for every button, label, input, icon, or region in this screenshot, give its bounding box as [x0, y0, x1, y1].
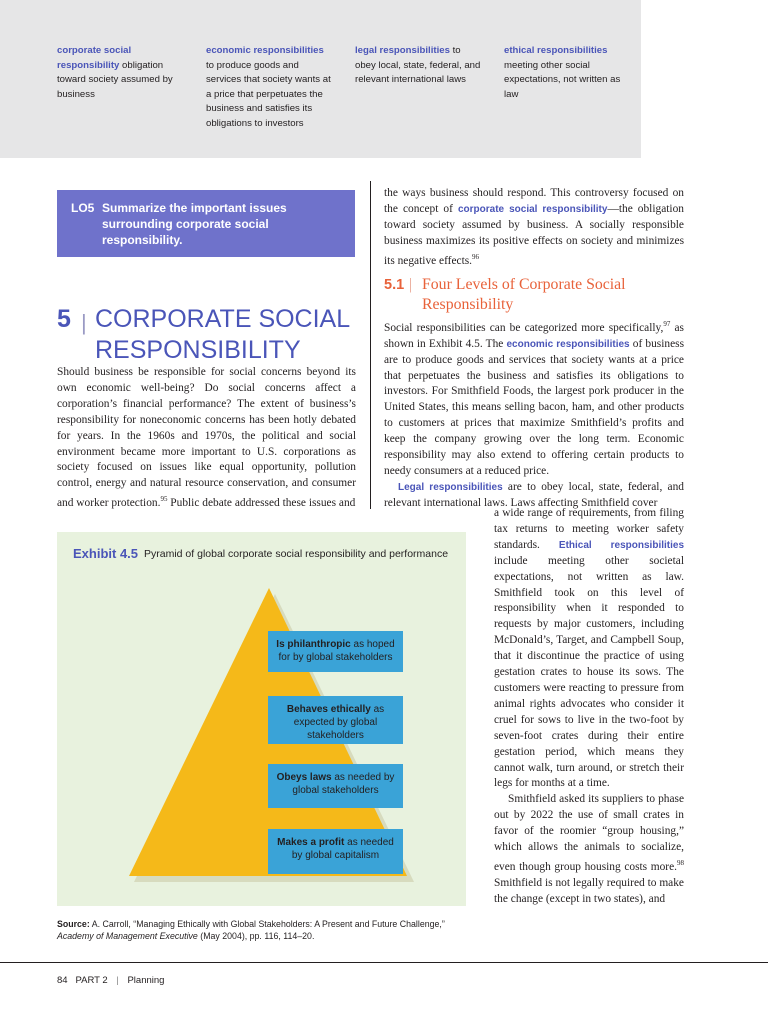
section-number: 5: [57, 305, 71, 333]
glossary-term: economic responsibilities: [206, 45, 324, 56]
glossary-entry: [355, 44, 483, 88]
paragraph-text: Smithfield is not legally required to make the change (except in two states), and: [494, 876, 684, 905]
key-term: economic responsibilities: [506, 338, 630, 350]
paragraph-text: of business are to produce goods and services that society wants at a price that perpetuates the business and satisfies its obligations to investors. For Smithfield Foods, the largest pork producer in the United States, this means selling bacon, ham, and other products to customers at prices that maximize Smithfield’s profits and keep the company growing over the long term. Economic responsibility may also extend to offering certain products to needy consumers at a reduced price.: [384, 337, 684, 477]
paragraph-text: the ways business should respond. This controversy focused on the concept of: [384, 187, 684, 215]
glossary-band: [0, 0, 641, 158]
glossary-definition: to produce goods and services that society wants at a price that perpetuates the business and satisfies its obligations to investors: [206, 59, 331, 129]
footnote-ref: 98: [677, 858, 684, 867]
tier-label: Obeys laws: [276, 772, 332, 783]
page-number: 84: [57, 975, 68, 986]
section-title: CORPORATE SOCIAL RESPONSIBILITY: [95, 305, 350, 364]
glossary-definition: meeting other social expectations, not written as law: [504, 59, 621, 100]
footer-divider: |: [116, 975, 119, 986]
glossary-entry: [57, 44, 175, 102]
paragraph-text: Smithfield asked its suppliers to phase out by 2022 the use of small crates in favor of the roomier “group housing,” which allows the animals to socialize, even though group housing costs more.: [494, 793, 684, 873]
paragraph-text: include meeting other societal expectations, not written as law. Smithfield took on this level of responsibility when it responded to requests by major customers, including McDonald’s, Target, and Campbell Soup, that it discontinue the practice of using gestation crates to house its sows. The customers were reacting to pressure from animal rights advocates who consider it cruel for sows to live in the two-foot by seven-foot crates during their entire gestation period, which means they cannot walk, turn around, or stretch their legs for months at a time.: [494, 554, 684, 790]
paragraph: [384, 317, 684, 480]
pyramid-tier-economic: [268, 829, 403, 874]
paragraph-text: as shown in Exhibit 4.5. The: [384, 321, 684, 350]
paragraph-text: —the obligation toward society assumed by business. A socially responsible business maximizes its positive effects on society and minimizes its negative effects.: [384, 202, 684, 267]
source-text: (May 2004), pp. 116, 114–20.: [197, 931, 315, 941]
paragraph-text: Public debate addressed these issues and: [167, 497, 356, 510]
glossary-term: corporate social responsibility: [57, 45, 132, 71]
objective-text: Summarize the important issues surrounding corporate social responsibility.: [102, 201, 287, 247]
column-divider: [370, 181, 371, 509]
left-paragraph: [57, 365, 356, 512]
pyramid-tier-legal: [268, 764, 403, 808]
source-journal: Academy of Management Executive: [57, 931, 198, 941]
glossary-definition: to obey local, state, federal, and relevant international laws: [355, 45, 481, 85]
tier-text: as needed by global capitalism: [291, 837, 394, 861]
source-text: A. Carroll, “Managing Ethically with Global Stakeholders: A Present and Future Challenge,”: [89, 919, 445, 929]
tier-label: Behaves ethically: [286, 704, 371, 715]
footnote-ref: 96: [472, 252, 480, 261]
key-term: corporate social responsibility: [457, 203, 608, 215]
exhibit-label: Exhibit 4.5: [73, 546, 139, 561]
tier-text: as hoped for by global stakeholders: [278, 639, 395, 663]
paragraph-text: Should business be responsible for social concerns beyond its own economic well-being? Do social concerns affect a corporation’s financial performance? The extent of business’s responsibility for noneconomic concerns has been hotly debated for years. In the 1960s and 1970s, the political and social environment became more important to U.S. corporations as society focused on issues like equal opportunity, pollution control, energy and natural resource conservation, and consumer and worker protection.: [57, 366, 356, 510]
glossary-definition: obligation toward society assumed by business: [57, 59, 173, 100]
footnote-ref: 97: [663, 320, 671, 328]
subsection-divider: |: [409, 276, 413, 293]
tier-label: Makes a profit: [277, 837, 345, 848]
right-main-text: [384, 317, 684, 512]
glossary-entry: [504, 44, 630, 102]
paragraph-text: Social responsibilities can be categorized more specifically,: [384, 321, 664, 334]
tier-text: as needed by global stakeholders: [292, 772, 395, 796]
glossary-entry: [206, 44, 332, 131]
exhibit-source: [57, 918, 457, 942]
learning-objective-box: [57, 190, 355, 257]
tier-text: as expected by global stakeholders: [293, 704, 385, 741]
right-top-paragraph: [384, 186, 684, 269]
part-section: Planning: [127, 975, 165, 986]
paragraph: [494, 792, 684, 907]
glossary-term: legal responsibilities: [355, 45, 450, 56]
exhibit-panel: [57, 532, 466, 906]
key-term: Legal responsibilities: [398, 481, 503, 493]
section-divider: |: [81, 310, 87, 335]
paragraph-text: a wide range of requirements, from filing tax returns to meeting worker safety standards.: [494, 507, 684, 551]
key-term: Ethical responsibilities: [558, 539, 685, 551]
objective-code: LO5: [71, 201, 95, 215]
pyramid-graphic: [57, 532, 466, 906]
paragraph-text: are to obey local, state, federal, and relevant international laws. Laws affecting Smithfield cover: [384, 480, 684, 509]
page-footer: [57, 975, 164, 986]
pyramid-tier-philanthropic: [268, 631, 403, 672]
pyramid-tier-ethical: [268, 696, 403, 744]
subsection-title: Four Levels of Corporate Social Responsibility: [422, 276, 626, 313]
exhibit-caption: Pyramid of global corporate social responsibility and performance: [144, 548, 449, 560]
subsection-number: 5.1: [384, 277, 405, 293]
right-narrow-text: [494, 506, 684, 907]
paragraph: [494, 506, 684, 792]
tier-label: Is philanthropic: [276, 639, 351, 650]
footnote-ref: 95: [160, 495, 168, 504]
glossary-term: ethical responsibilities: [504, 45, 608, 56]
source-label: Source:: [57, 919, 90, 929]
part-label: PART 2: [75, 975, 108, 986]
footer-rule: [0, 962, 768, 963]
